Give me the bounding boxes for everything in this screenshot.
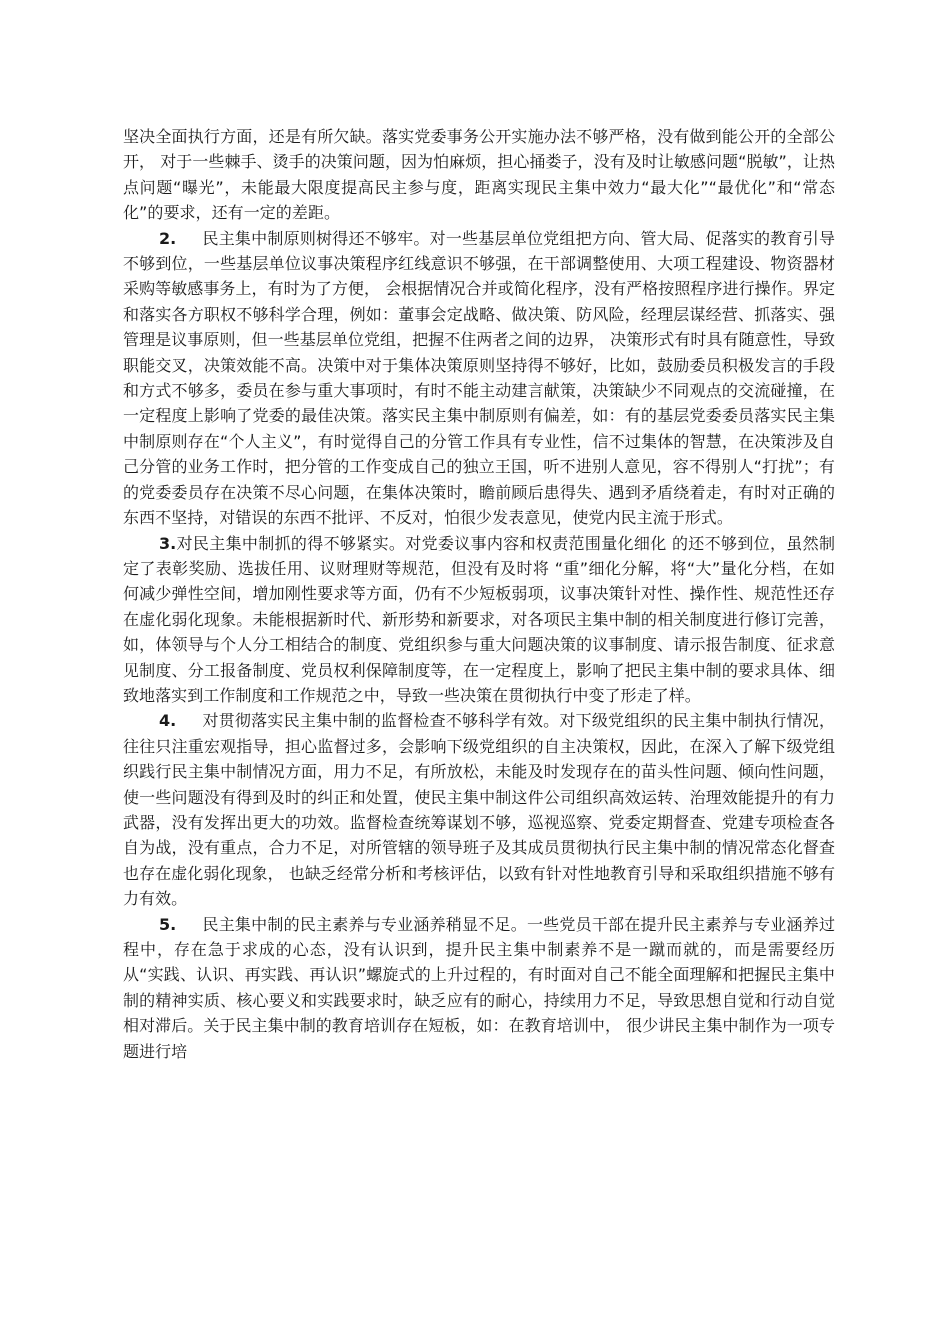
- paragraph-text: 民主集中制原则树得还不够牢。对一些基层单位党组把方向、管大局、促落实的教育引导不够到位，一些基层单位议事决策程序红线意识不够强，在干部调整使用、大项工程建设、物资器材采购等敏感事务上，有时为了方便， 会根据情况合并或简化程序，没有严格按照程序进行操作。界定和落实各方职权不够科学合理，例如：董事会定战略、做决策、防风险，经理层谋经营、抓落实、强管理是议事原则，但一些基层单位党组，把握不住两者之间的边界， 决策形式有时具有随意性，导致职能交叉，决策效能不高。决策中对于集体决策原则坚持得不够好，比如，鼓励委员积极发言的手段和方式不够多，委员在参与重大事项时，有时不能主动建言献策，决策缺少不同观点的交流碰撞，在一定程度上影响了党委的最佳决策。落实民主集中制原则有偏差，如：有的基层党委委员落实民主集中制原则存在“个人主义”，有时觉得自己的分管工作具有专业性，信不过集体的智慧，在决策涉及自己分管的业务工作时，把分管的工作变成自己的独立王国，听不进别人意见，容不得别人“打扰”；有的党委委员存在决策不尽心问题，在集体决策时，瞻前顾后患得失、遇到矛盾绕着走，有时对正确的东西不坚持，对错误的东西不批评、不反对，怕很少发表意见，使党内民主流于形式。: [123, 228, 835, 528]
- paragraph-text: 对民主集中制抓的得不够紧实。对党委议事内容和权责范围量化细化 的还不够到位，虽然制定了表彰奖励、选拔任用、议财理财等规范，但没有及时将 “重”细化分解，将“大”量化分档，在如何减少弹性空间，增加刚性要求等方面，仍有不少短板弱项，议事决策针对性、操作性、规范性还存在虚化弱化现象。未能根据新时代、新形势和新要求，对各项民主集中制的相关制度进行修订完善，如，体领导与个人分工相结合的制度、党组织参与重大问题决策的议事制度、请示报告制度、征求意见制度、分工报备制度、党员权利保障制度等，在一定程度上，影响了把民主集中制的要求具体、细致地落实到工作制度和工作规范之中，导致一些决策在贯彻执行中变了形走了样。: [123, 533, 835, 705]
- document-body: [123, 124, 835, 1064]
- paragraph-continued: [123, 124, 835, 226]
- paragraph-item-4: [123, 708, 835, 911]
- paragraph-item-5: [123, 912, 835, 1064]
- paragraph-text: 坚决全面执行方面，还是有所欠缺。落实党委事务公开实施办法不够严格，没有做到能公开的全部公开， 对于一些棘手、烫手的决策问题，因为怕麻烦，担心捅娄子，没有及时让敏感问题“脱敏”，让热点问题“曝光”，未能最大限度提高民主参与度，距离实现民主集中效力“最大化”“最优化”和“常态化”的要求，还有一定的差距。: [123, 127, 835, 223]
- paragraph-item-2: [123, 226, 835, 531]
- item-number: 3.: [159, 533, 177, 553]
- paragraph-item-3: [123, 531, 835, 709]
- paragraph-text: 民主集中制的民主素养与专业涵养稍显不足。一些党员干部在提升民主素养与专业涵养过程中，存在急于求成的心态，没有认识到，提升民主集中制素养不是一蹴而就的，而是需要经历从“实践、认识、再实践、再认识”螺旋式的上升过程的，有时面对自己不能全面理解和把握民主集中制的精神实质、核心要义和实践要求时，缺乏应有的耐心，持续用力不足，导致思想自觉和行动自觉相对滞后。关于民主集中制的教育培训存在短板，如：在教育培训中， 很少讲民主集中制作为一项专题进行培: [123, 914, 835, 1061]
- paragraph-text: 对贯彻落实民主集中制的监督检查不够科学有效。对下级党组织的民主集中制执行情况，往往只注重宏观指导，担心监督过多，会影响下级党组织的自主决策权，因此，在深入了解下级党组织践行民主集中制情况方面，用力不足，有所放松，未能及时发现存在的苗头性问题、倾向性问题，使一些问题没有得到及时的纠正和处置，使民主集中制这件公司组织高效运转、治理效能提升的有力武器，没有发挥出更大的功效。监督检查统筹谋划不够，巡视巡察、党委定期督查、党建专项检查各自为战，没有重点，合力不足，对所管辖的领导班子及其成员贯彻执行民主集中制的情况常态化督查也存在虚化弱化现象， 也缺乏经常分析和考核评估，以致有针对性地教育引导和采取组织措施不够有力有效。: [123, 711, 835, 909]
- item-number: 5.: [159, 914, 177, 934]
- item-number: 2.: [159, 228, 177, 248]
- item-number: 4.: [159, 711, 177, 731]
